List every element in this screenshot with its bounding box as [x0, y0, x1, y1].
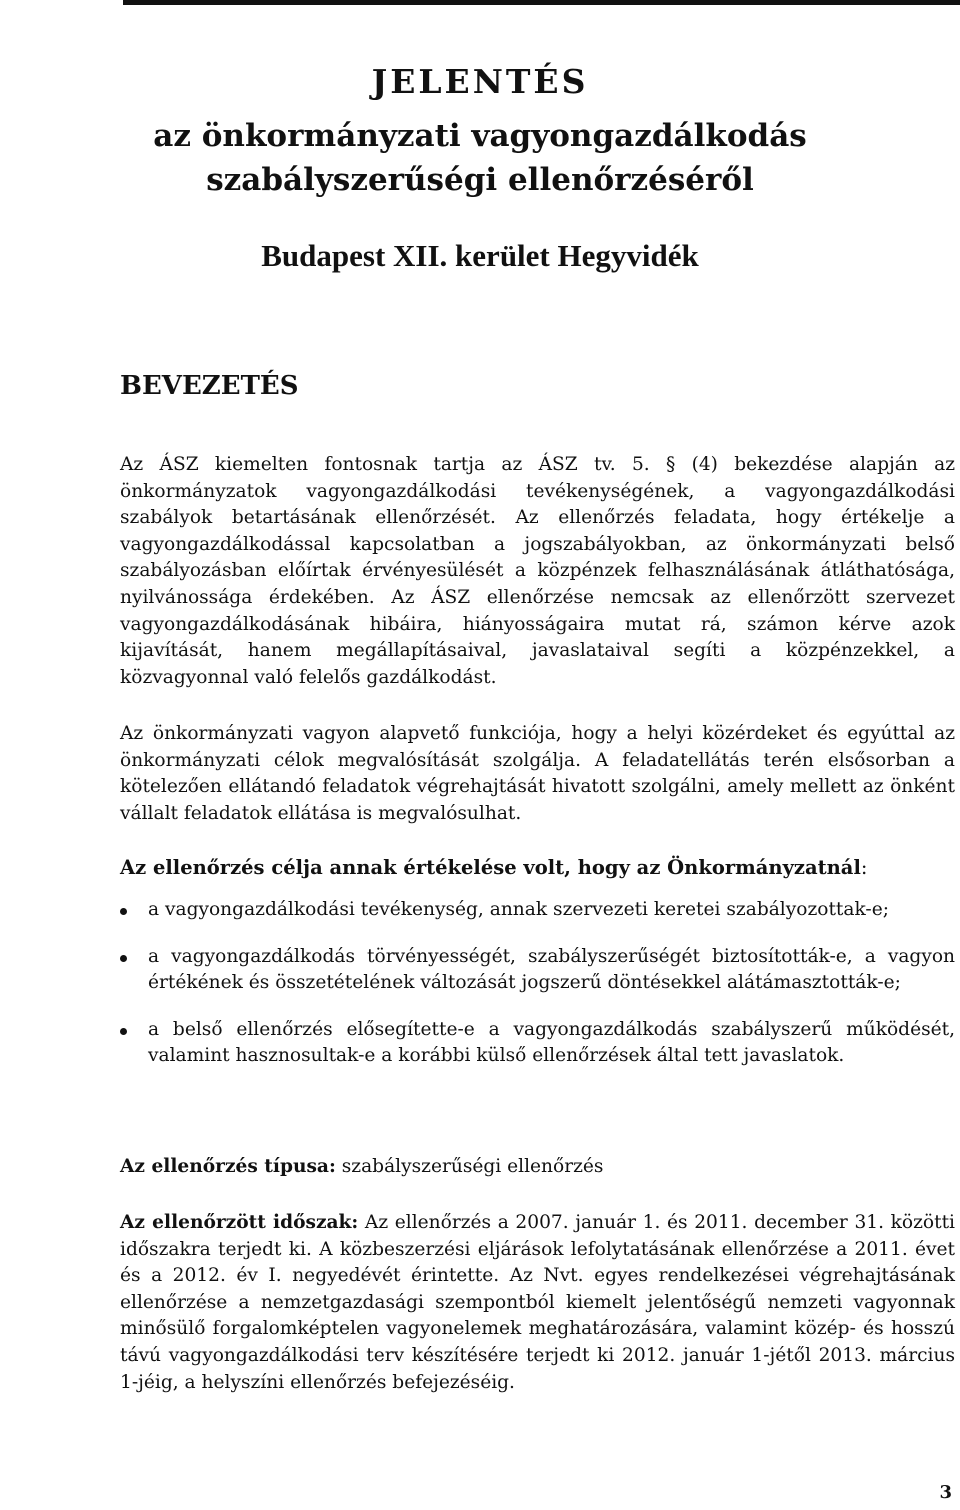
- list-item: [120, 944, 955, 997]
- introduction-paragraph-2: Az önkormányzati vagyon alapvető funkciója, hogy a helyi közérdeket és egyúttal az önkormányzati célok megvalósítását szolgálja. A feladatellátás terén elsősorban a kötelezően ellátandó feladatok végrehajtását hivatott szolgálni, amely mellett az önként vállalt feladatok ellátása is megvalósulhat.: [120, 723, 955, 824]
- audit-goal-heading: [120, 856, 867, 879]
- introduction-heading: BEVEZETÉS: [120, 371, 299, 401]
- report-title: JELENTÉS: [371, 62, 589, 101]
- list-item: [120, 897, 955, 924]
- audit-goal-heading-text: Az ellenőrzés célja annak értékelése volt, hogy az Önkormányzatnál: [120, 856, 861, 879]
- list-item-text: a vagyongazdálkodás törvényességét, szabályszerűségét biztosították-e, a vagyon értékének és összetételének változását jogszerű döntésekkel alátámasztották-e;: [148, 945, 955, 994]
- audit-goal-list: [120, 897, 955, 1090]
- report-subtitle-line1: az önkormányzati vagyongazdálkodás: [153, 118, 807, 154]
- top-rule: [123, 0, 960, 5]
- audit-type-value: szabályszerűségi ellenőrzés: [335, 1156, 604, 1177]
- bullet-icon: [120, 955, 127, 962]
- report-location: Budapest XII. kerület Hegyvidék: [261, 238, 699, 273]
- list-item: [120, 1017, 955, 1070]
- page-number: 3: [939, 1482, 952, 1503]
- list-item-text: a vagyongazdálkodási tevékenység, annak szervezeti keretei szabályozottak-e;: [148, 899, 889, 920]
- list-item-text: a belső ellenőrzés elősegítette-e a vagyongazdálkodás szabályszerű működését, valamint hasznosultak-e a korábbi külső ellenőrzések által tett javaslatok.: [148, 1018, 955, 1067]
- bullet-icon: [120, 1028, 127, 1035]
- audit-period: [120, 1210, 955, 1396]
- report-subtitle-line2: szabályszerűségi ellenőrzéséről: [206, 162, 754, 198]
- audit-type-label: Az ellenőrzés típusa:: [120, 1156, 336, 1177]
- audit-type: [120, 1156, 603, 1177]
- bullet-icon: [120, 908, 127, 915]
- introduction-paragraph-1: Az ÁSZ kiemelten fontosnak tartja az ÁSZ tv. 5. § (4) bekezdése alapján az önkormányzatok vagyongazdálkodási tevékenységének, a vagyongazdálkodási szabályok betartásának ellenőrzését. Az ellenőrzés feladata, hogy értékelje a vagyongazdálkodással kapcsolatban a jogszabályokban, az önkormányzati belső szabályozásban előírtak érvényesülését a közpénzek felhasználásának átláthatósága, nyilvánossága érdekében. Az ÁSZ ellenőrzése nemcsak az ellenőrzött szervezet vagyongazdálkodásának hibáira, hiányosságaira mutat rá, számon kérve azok kijavítását, hanem megállapításaival, javaslataival segíti a közpénzekkel, a közvagyonnal való felelős gazdálkodást.: [120, 454, 955, 688]
- audit-period-label: Az ellenőrzött időszak:: [120, 1212, 359, 1233]
- audit-goal-heading-suffix: :: [860, 856, 868, 879]
- audit-period-text: Az ellenőrzés a 2007. január 1. és 2011. december 31. közötti időszakra terjedt ki. A közbeszerzési eljárások lefolytatásának ellenőrzése a 2011. évet és a 2012. év I. negyedévét érintette. Az Nvt. egyes rendelkezései végrehajtásának ellenőrzése a nemzetgazdasági szempontból kiemelt jelentőségű nemzeti vagyonnak minősülő forgalomképtelen vagyonelemek meghatározására, valamint közép- és hosszú távú vagyongazdálkodási terv készítésére terjedt ki 2012. január 1-jétől 2013. március 1-jéig, a helyszíni ellenőrzés befejezéséig.: [120, 1212, 955, 1393]
